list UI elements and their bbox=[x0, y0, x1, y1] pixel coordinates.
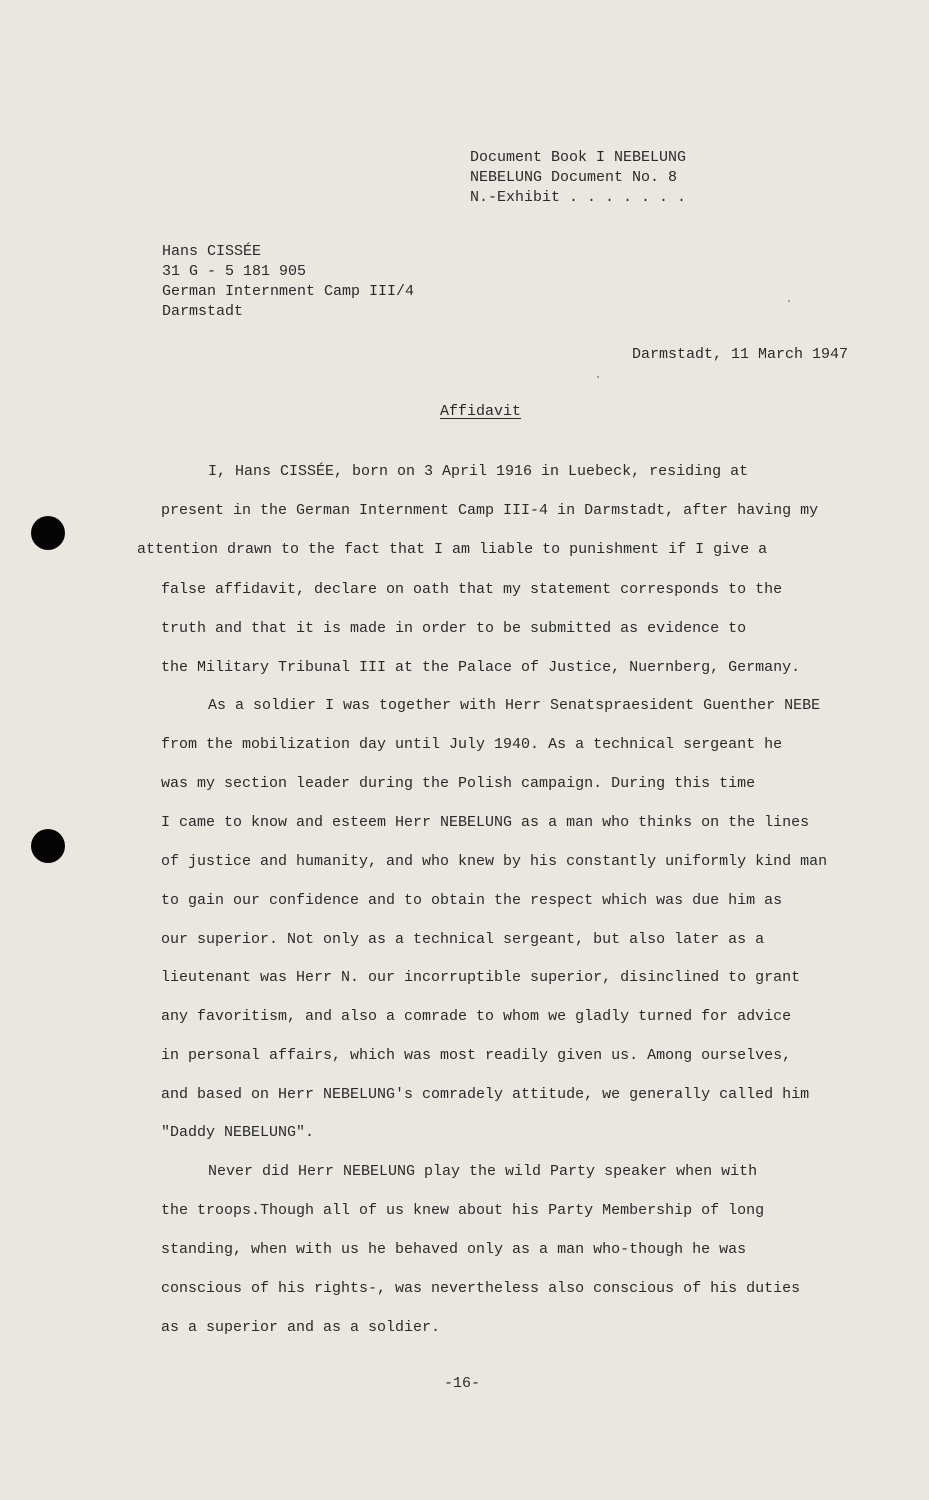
paragraph-line: in personal affairs, which was most readily given us. Among ourselves, bbox=[161, 1047, 792, 1064]
paragraph-line: and based on Herr NEBELUNG's comradely attitude, we generally called him bbox=[161, 1086, 810, 1103]
paper-speck bbox=[788, 300, 790, 302]
paragraph-line: Never did Herr NEBELUNG play the wild Party speaker when with bbox=[208, 1163, 758, 1180]
paragraph-line: standing, when with us he behaved only as a man who-though he was bbox=[161, 1241, 747, 1258]
document-book-line: Document Book I NEBELUNG bbox=[470, 149, 687, 166]
paragraph-line: "Daddy NEBELUNG". bbox=[161, 1124, 315, 1141]
paragraph-line: present in the German Internment Camp III-4 in Darmstadt, after having my bbox=[161, 502, 819, 519]
document-reference-header bbox=[470, 148, 686, 208]
paragraph-line: conscious of his rights-, was nevertheless also conscious of his duties bbox=[161, 1280, 801, 1297]
paragraph-line: I, Hans CISSÉE, born on 3 April 1916 in Luebeck, residing at bbox=[208, 463, 749, 480]
document-title: Affidavit bbox=[440, 403, 522, 420]
paragraph-line: from the mobilization day until July 1940. As a technical sergeant he bbox=[161, 736, 783, 753]
sender-camp: German Internment Camp III/4 bbox=[162, 283, 415, 300]
document-number-line: NEBELUNG Document No. 8 bbox=[470, 169, 678, 186]
paragraph-line: our superior. Not only as a technical sergeant, but also later as a bbox=[161, 931, 765, 948]
paragraph-line: of justice and humanity, and who knew by his constantly uniformly kind man bbox=[161, 853, 828, 870]
paragraph-line: the Military Tribunal III at the Palace of Justice, Nuernberg, Germany. bbox=[161, 659, 801, 676]
paragraph-line: I came to know and esteem Herr NEBELUNG as a man who thinks on the lines bbox=[161, 814, 810, 831]
sender-address bbox=[162, 242, 414, 322]
dateline: Darmstadt, 11 March 1947 bbox=[632, 346, 849, 363]
paragraph-line: lieutenant was Herr N. our incorruptible superior, disinclined to grant bbox=[161, 969, 801, 986]
paragraph-line: the troops.Though all of us knew about his Party Membership of long bbox=[161, 1202, 765, 1219]
exhibit-line: N.-Exhibit . . . . . . . bbox=[470, 189, 687, 206]
sender-name: Hans CISSÉE bbox=[162, 243, 262, 260]
paragraph-line: as a superior and as a soldier. bbox=[161, 1319, 441, 1336]
paragraph-line: any favoritism, and also a comrade to whom we gladly turned for advice bbox=[161, 1008, 792, 1025]
sender-city: Darmstadt bbox=[162, 303, 244, 320]
paragraph-line: attention drawn to the fact that I am liable to punishment if I give a bbox=[137, 541, 768, 558]
sender-number: 31 G - 5 181 905 bbox=[162, 263, 307, 280]
paragraph-line: truth and that it is made in order to be submitted as evidence to bbox=[161, 620, 747, 637]
punch-hole-top bbox=[31, 516, 65, 550]
paragraph-line: false affidavit, declare on oath that my statement corresponds to the bbox=[161, 581, 783, 598]
paragraph-line: was my section leader during the Polish campaign. During this time bbox=[161, 775, 756, 792]
punch-hole-bottom bbox=[31, 829, 65, 863]
paragraph-line: to gain our confidence and to obtain the respect which was due him as bbox=[161, 892, 783, 909]
paragraph-line: As a soldier I was together with Herr Senatspraesident Guenther NEBE bbox=[208, 697, 821, 714]
page-number: -16- bbox=[444, 1375, 481, 1392]
paper-speck bbox=[597, 376, 599, 378]
